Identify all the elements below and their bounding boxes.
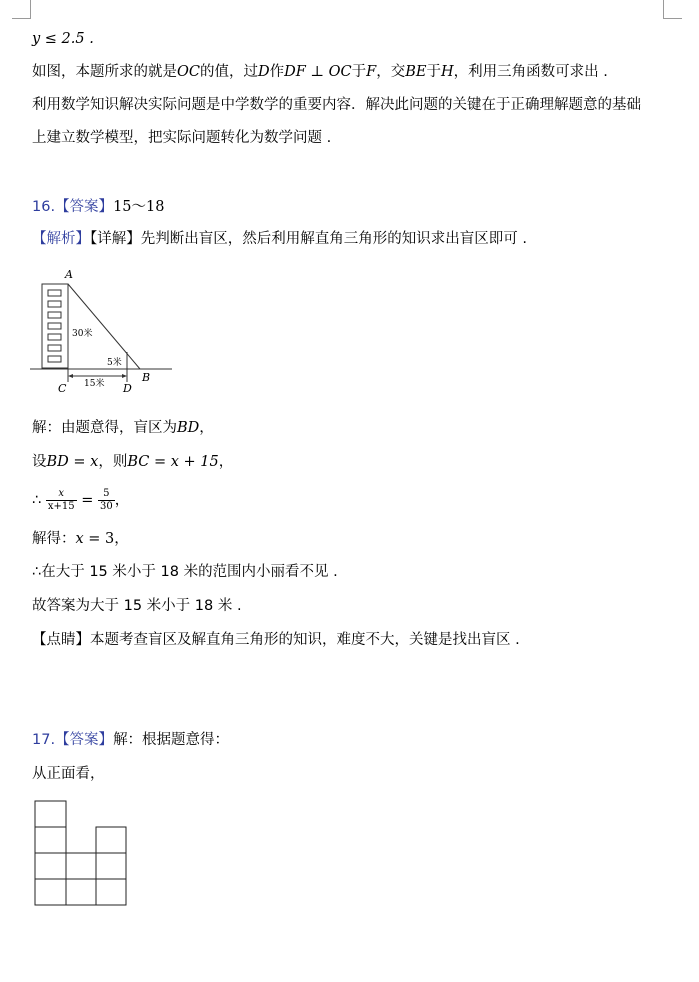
q16-solution-6: 故答案为大于 15 米小于 18 米 . bbox=[32, 598, 242, 614]
q16-solution-1: 解：由题意得，盲区为BD， bbox=[32, 420, 214, 436]
explanation-line-1: 如图，本题所求的就是OC的值，过D作DF ⊥ OC于F，交BE于H，利用三角函数可求出 . bbox=[32, 64, 608, 80]
label-wall: 5米 bbox=[107, 358, 122, 368]
q16-analysis-tag: 【解析】 bbox=[32, 231, 90, 247]
label-height: 30米 bbox=[72, 329, 93, 339]
q16-answer: 15～18 bbox=[113, 199, 165, 215]
sight-line bbox=[68, 284, 140, 369]
explanation-line-3: 上建立数学模型，把实际问题转化为数学问题 . bbox=[32, 130, 332, 146]
window bbox=[48, 323, 61, 329]
window bbox=[48, 290, 61, 296]
q16-solution-4: 解得：x = 3， bbox=[32, 531, 129, 547]
arrow-head-left bbox=[68, 374, 73, 378]
fraction-5-30: $\frac{5}{30}$ bbox=[99, 488, 113, 512]
label-b: B bbox=[142, 371, 151, 384]
q17-front-view-diagram bbox=[34, 800, 134, 910]
corner-mark-left-v bbox=[30, 0, 31, 18]
q16-remark: 【点睛】本题考查盲区及解直角三角形的知识，难度不大，关键是找出盲区 . bbox=[32, 632, 520, 648]
fraction-x: $\frac{x}{x+15}$ bbox=[47, 488, 75, 512]
window bbox=[48, 356, 61, 362]
building bbox=[42, 284, 68, 368]
window bbox=[48, 345, 61, 351]
q17-front-view-line: 从正面看， bbox=[32, 766, 105, 782]
q17-label: 17.【答案】 bbox=[32, 732, 114, 748]
q16-solution-3: ∴ $\frac{x}{x+15}$ = $\frac{5}{30}$ ， bbox=[32, 488, 130, 512]
label-d: D bbox=[123, 382, 132, 395]
explanation-line-2: 利用数学知识解决实际问题是中学数学的重要内容．解决此问题的关键在于正确理解题意的基础 bbox=[32, 97, 641, 113]
window bbox=[48, 312, 61, 318]
corner-mark-right-v bbox=[663, 0, 664, 18]
arrow-head-right bbox=[122, 374, 127, 378]
q16-diagram bbox=[30, 266, 180, 396]
q16-label: 16.【答案】 bbox=[32, 199, 114, 215]
q17-answer-line: 17.【答案】解：根据题意得： bbox=[32, 732, 230, 748]
label-a: A bbox=[65, 268, 73, 281]
corner-mark-right-h bbox=[663, 18, 682, 19]
window bbox=[48, 301, 61, 307]
label-c: C bbox=[58, 382, 67, 395]
corner-mark-left-h bbox=[12, 18, 31, 19]
inequality-line: y ≤ 2.5 . bbox=[32, 31, 94, 47]
q16-analysis-line: 【解析】【详解】先判断出盲区，然后利用解直角三角形的知识求出盲区即可 . bbox=[32, 231, 527, 247]
q16-solution-2: 设BD = x，则BC = x + 15， bbox=[32, 454, 234, 470]
q16-answer-line bbox=[32, 197, 164, 217]
label-distance: 15米 bbox=[84, 379, 105, 389]
q16-solution-5: ∴在大于 15 米小于 18 米的范围内小丽看不见 . bbox=[32, 564, 338, 580]
window bbox=[48, 334, 61, 340]
